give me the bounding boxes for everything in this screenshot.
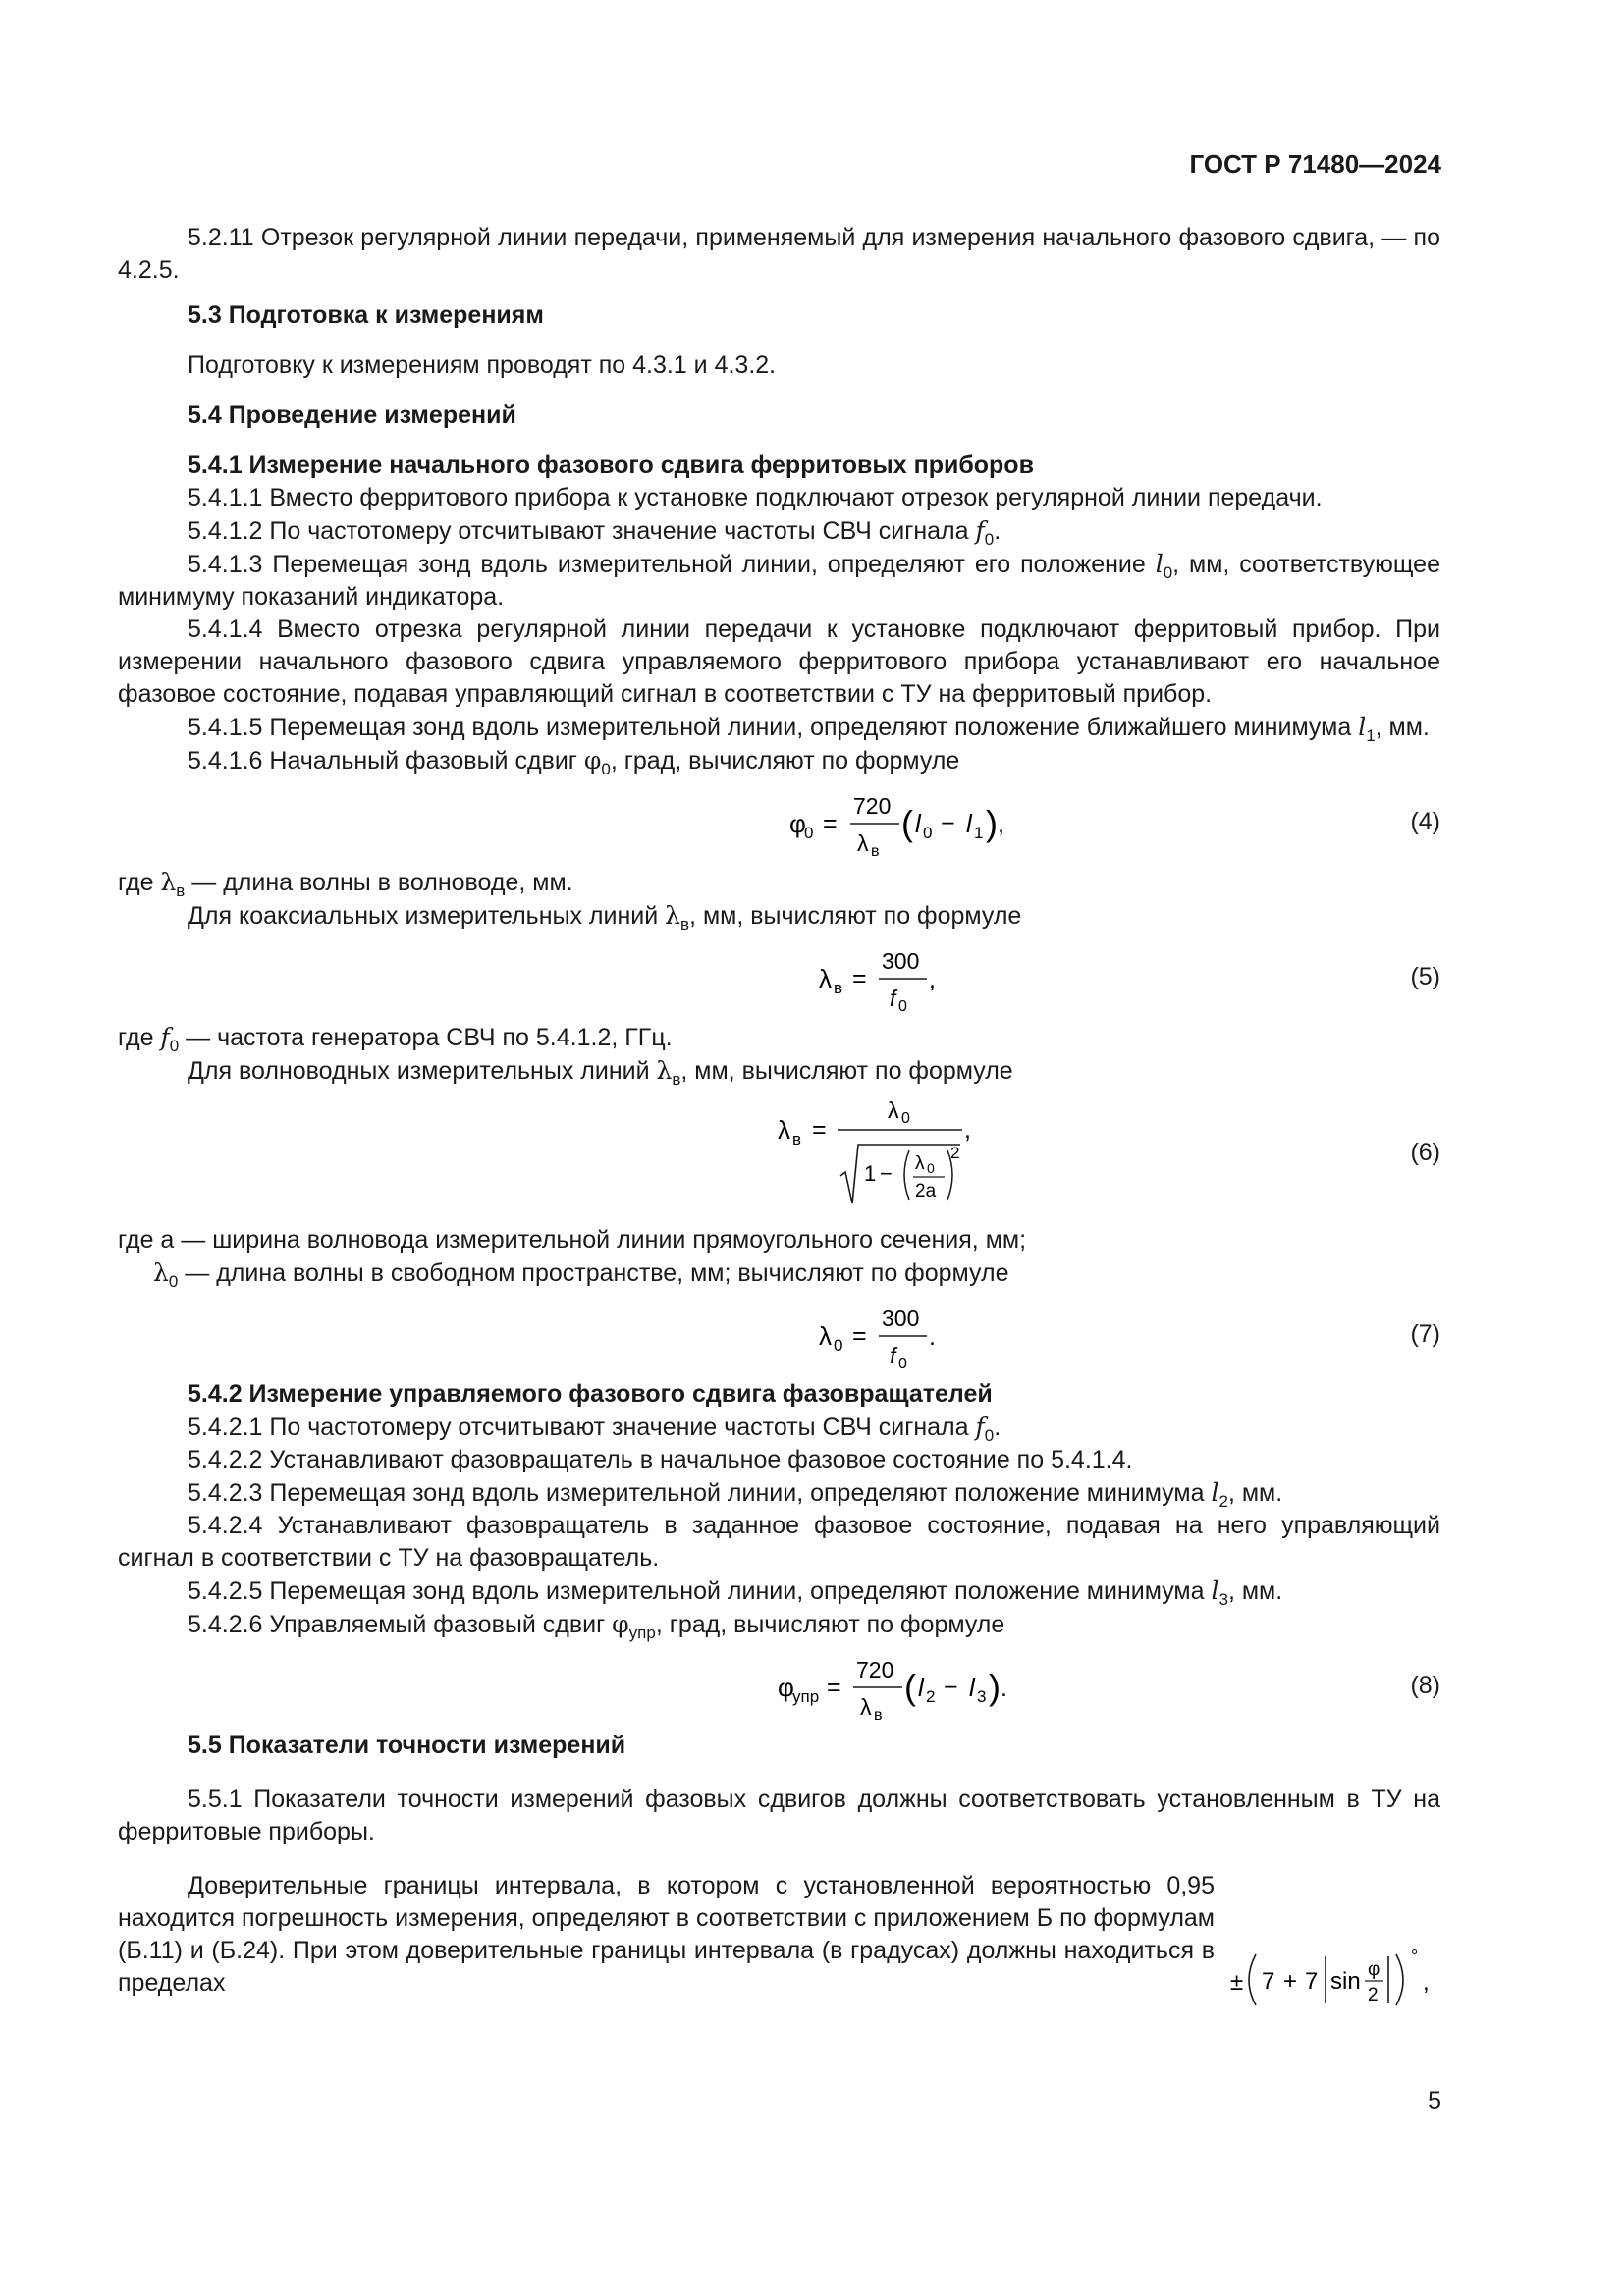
text-run: , град, вычисляют по формуле bbox=[610, 747, 960, 774]
formula-6-svg bbox=[668, 1094, 1021, 1211]
subscript-2: 2 bbox=[1218, 1492, 1228, 1511]
f8-numerator: 720 bbox=[856, 1657, 894, 1682]
text-run: 5.4.2.5 Перемещая зонд вдоль измерительной линии, определяют положение минимума bbox=[188, 1577, 1212, 1605]
text-run: , мм. bbox=[1375, 714, 1430, 741]
f4-equals: = bbox=[823, 810, 838, 837]
lim-seven-a: 7 bbox=[1262, 1968, 1275, 1995]
text-run: — длина волны в свободном пространстве, мм; вычисляют по формуле bbox=[178, 1259, 1009, 1287]
f8-sub-2: 2 bbox=[926, 1687, 936, 1706]
subscript-v: в bbox=[680, 915, 690, 934]
text-run: , мм, соответствующее минимуму показаний индикатора. bbox=[118, 551, 1440, 611]
f8-period: . bbox=[1001, 1675, 1007, 1702]
paragraph-5-4-2-2: 5.4.2.2 Устанавливают фазовращатель в начальное фазовое состояние по 5.4.1.4. bbox=[188, 1446, 1133, 1473]
f8-sub-v: в bbox=[874, 1707, 883, 1724]
confidence-block bbox=[118, 1870, 1440, 2005]
f4-l0: l bbox=[915, 809, 921, 838]
f8-minus: − bbox=[944, 1674, 958, 1701]
formula-5-svg bbox=[707, 938, 1001, 1015]
formula-8-body bbox=[668, 1647, 1021, 1724]
paragraph-5-4-2-4: 5.4.2.4 Устанавливают фазовращатель в заданное фазовое состояние, подавая на него управляющий сигнал в соответствии с ТУ на фазовращатель. bbox=[118, 1512, 1440, 1572]
f6-lambda: λ bbox=[778, 1115, 790, 1145]
formula-5 bbox=[118, 938, 1440, 1015]
f8-sub-upr: упр bbox=[792, 1687, 820, 1706]
heading-5-5: 5.5 Показатели точности измерений bbox=[188, 1732, 626, 1759]
symbol-f: f bbox=[975, 1413, 985, 1441]
paragraph-5-4-1-5 bbox=[118, 711, 1440, 744]
document-id-header: ГОСТ Р 71480—2024 bbox=[1189, 149, 1441, 179]
formula-4-svg bbox=[668, 783, 1021, 860]
paragraph-5-4-1-6 bbox=[118, 744, 1440, 777]
symbol-phi: φ bbox=[583, 746, 602, 774]
heading-5-3: 5.3 Подготовка к измерениям bbox=[188, 301, 544, 329]
formula-5-number: (5) bbox=[1410, 962, 1440, 990]
f4-sub-1: 1 bbox=[974, 824, 984, 842]
paragraph-confidence: Доверительные границы интервала, в котором с установленной вероятностью 0,95 находится погрешность измерения, определяют в соответствии с приложением Б по формулам (Б.11) и (Б.24). При этом доверительные границы интервала (в градусах) должны находиться в пределах bbox=[118, 1872, 1215, 1997]
text-run: — частота генератора СВЧ по 5.4.1.2, ГГц. bbox=[179, 1024, 673, 1051]
subscript-0: 0 bbox=[169, 1037, 180, 1055]
subscript-0: 0 bbox=[984, 530, 995, 549]
subscript-v: в bbox=[176, 881, 186, 900]
f6-left-paren bbox=[904, 1150, 909, 1200]
formula-7-body bbox=[707, 1296, 1001, 1372]
formula-4 bbox=[118, 783, 1440, 860]
f8-l2: l bbox=[918, 1673, 924, 1702]
f4-comma: , bbox=[998, 811, 1004, 838]
symbol-f: f bbox=[160, 1023, 170, 1051]
text-run: , мм. bbox=[1227, 1577, 1283, 1605]
text-run: 5.4.2.1 По частотомеру отсчитывают значение частоты СВЧ сигнала bbox=[188, 1414, 976, 1441]
f4-sub-0: 0 bbox=[804, 824, 814, 842]
symbol-l: l bbox=[1358, 713, 1367, 741]
f4-right-paren: ) bbox=[986, 803, 998, 843]
paragraph-5-4-1-3 bbox=[118, 548, 1440, 614]
f6-inner-sub-0: 0 bbox=[927, 1160, 935, 1176]
symbol-l: l bbox=[1211, 1576, 1219, 1605]
f8-right-paren: ) bbox=[989, 1667, 1001, 1707]
heading-5-4: 5.4 Проведение измерений bbox=[188, 401, 516, 429]
lim-left-paren bbox=[1249, 1954, 1256, 2005]
f5-equals: = bbox=[852, 965, 867, 992]
paragraph-waveguide bbox=[118, 1054, 1440, 1088]
f6-sub-v: в bbox=[792, 1130, 802, 1148]
f4-left-paren: ( bbox=[901, 803, 913, 843]
f6-one: 1 bbox=[864, 1161, 877, 1186]
subscript-0: 0 bbox=[601, 760, 611, 778]
f7-lambda: λ bbox=[819, 1321, 832, 1351]
subscript-0: 0 bbox=[984, 1426, 995, 1445]
text-run: — длина волны в волноводе, мм. bbox=[185, 869, 573, 896]
paragraph-5-4-2-6 bbox=[118, 1608, 1440, 1641]
f6-comma: , bbox=[964, 1116, 971, 1144]
text-run: , мм, вычисляют по формуле bbox=[689, 902, 1022, 930]
formula-7-number: (7) bbox=[1410, 1319, 1440, 1348]
f5-numerator: 300 bbox=[882, 948, 920, 974]
paragraph-5-2-11: 5.2.11 Отрезок регулярной линии передачи, применяемый для измерения начального фазового сдвига, — по 4.2.5. bbox=[118, 224, 1440, 284]
paragraph-5-4-2-5 bbox=[118, 1575, 1440, 1608]
where-5 bbox=[118, 1021, 1440, 1054]
formula-6-number: (6) bbox=[1410, 1138, 1440, 1166]
lim-two: 2 bbox=[1368, 1985, 1379, 2005]
symbol-lambda: λ bbox=[153, 1258, 169, 1287]
lim-degree: ° bbox=[1411, 1947, 1419, 1966]
symbol-lambda: λ bbox=[665, 901, 681, 930]
text-run: . bbox=[994, 517, 1001, 545]
f6-num-lambda: λ bbox=[888, 1097, 899, 1123]
f5-sub-0: 0 bbox=[898, 998, 907, 1015]
f6-power-2: 2 bbox=[950, 1144, 960, 1162]
f5-lambda: λ bbox=[819, 964, 832, 993]
symbol-l: l bbox=[1155, 550, 1164, 578]
text-run: Для коаксиальных измерительных линий bbox=[188, 902, 666, 930]
text-run: 5.4.1.3 Перемещая зонд вдоль измерительной линии, определяют его положение bbox=[188, 551, 1156, 578]
paragraph-5-4-1-1: 5.4.1.1 Вместо ферритового прибора к установке подключают отрезок регулярной линии передачи. bbox=[188, 484, 1323, 511]
lim-plus: + bbox=[1283, 1968, 1298, 1995]
f8-equals: = bbox=[827, 1674, 841, 1701]
f8-sub-3: 3 bbox=[977, 1687, 987, 1706]
f6-minus: − bbox=[880, 1161, 893, 1186]
f7-f-sub-0: 0 bbox=[898, 1356, 907, 1372]
f7-f: f bbox=[890, 1343, 896, 1368]
f8-lambda: λ bbox=[860, 1694, 872, 1720]
f7-equals: = bbox=[852, 1322, 867, 1350]
formula-6-body bbox=[668, 1094, 1021, 1211]
formula-4-body bbox=[668, 783, 1021, 860]
lim-seven-b: 7 bbox=[1305, 1968, 1319, 1995]
confidence-limits-formula bbox=[1224, 1945, 1440, 2009]
page-number: 5 bbox=[1428, 2087, 1441, 2114]
text-run: , мм. bbox=[1227, 1479, 1283, 1507]
symbol-lambda: λ bbox=[656, 1056, 673, 1085]
text-run: , град, вычисляют по формуле bbox=[655, 1611, 1005, 1638]
f5-f: f bbox=[890, 986, 896, 1011]
f7-numerator: 300 bbox=[882, 1306, 920, 1331]
subscript-0: 0 bbox=[168, 1272, 179, 1291]
formula-7-svg bbox=[707, 1296, 1001, 1372]
formula-8 bbox=[118, 1647, 1440, 1724]
lim-plus-minus: ± bbox=[1230, 1969, 1244, 1996]
f6-num-sub-0: 0 bbox=[901, 1110, 910, 1127]
subscript-v: в bbox=[672, 1070, 681, 1089]
paragraph-coax bbox=[118, 899, 1440, 933]
lim-right-paren bbox=[1396, 1954, 1403, 2005]
f8-left-paren: ( bbox=[904, 1667, 916, 1707]
f4-lambda: λ bbox=[857, 830, 869, 856]
where-4 bbox=[118, 866, 1440, 899]
f4-l1: l bbox=[966, 809, 972, 838]
subscript-0: 0 bbox=[1163, 563, 1173, 582]
f7-period: . bbox=[929, 1323, 936, 1351]
symbol-phi: φ bbox=[612, 1610, 629, 1638]
lim-sin: sin bbox=[1330, 1968, 1361, 1995]
symbol-l: l bbox=[1211, 1478, 1219, 1507]
text-run: 5.4.1.6 Начальный фазовый сдвиг bbox=[188, 747, 584, 774]
lim-comma: , bbox=[1423, 1969, 1430, 1996]
f4-phi: φ bbox=[789, 809, 806, 838]
f8-phi: φ bbox=[778, 1673, 794, 1702]
lim-phi: φ bbox=[1368, 1959, 1380, 1980]
text-run: где bbox=[118, 1024, 161, 1051]
f8-l3: l bbox=[969, 1673, 975, 1702]
paragraph-5-5-1: 5.5.1 Показатели точности измерений фазовых сдвигов должны соответствовать установленным в ТУ на ферритовые приборы. bbox=[118, 1786, 1440, 1845]
body-text bbox=[118, 222, 1440, 2005]
formula-6 bbox=[118, 1094, 1440, 1211]
text-run: Для волноводных измерительных линий bbox=[188, 1057, 657, 1085]
f6-equals: = bbox=[812, 1116, 827, 1144]
f4-sub-0b: 0 bbox=[923, 824, 933, 842]
subscript-1: 1 bbox=[1366, 726, 1376, 745]
subscript-upr: упр bbox=[628, 1624, 656, 1642]
f4-minus: − bbox=[941, 810, 955, 837]
where-6-lambda0 bbox=[118, 1256, 1440, 1290]
f6-inner-lambda: λ bbox=[915, 1153, 925, 1174]
where-6-a: где а — ширина волновода измерительной линии прямоугольного сечения, мм; bbox=[118, 1226, 1027, 1254]
f6-two-a: 2a bbox=[915, 1181, 937, 1201]
heading-5-4-2: 5.4.2 Измерение управляемого фазового сдвига фазовращателей bbox=[188, 1380, 993, 1408]
formula-7 bbox=[118, 1296, 1440, 1372]
formula-8-svg bbox=[668, 1647, 1021, 1724]
formula-4-number: (4) bbox=[1410, 807, 1440, 835]
f7-sub-0: 0 bbox=[834, 1336, 843, 1355]
paragraph-5-3: Подготовку к измерениям проводят по 4.3.1 и 4.3.2. bbox=[188, 351, 777, 379]
f5-sub-v: в bbox=[834, 979, 843, 997]
text-run: где bbox=[118, 869, 161, 896]
symbol-lambda: λ bbox=[160, 868, 177, 896]
text-run: . bbox=[994, 1414, 1001, 1441]
subscript-3: 3 bbox=[1218, 1590, 1228, 1609]
f5-comma: , bbox=[929, 966, 936, 993]
symbol-f: f bbox=[975, 516, 985, 545]
text-run: 5.4.2.3 Перемещая зонд вдоль измерительной линии, определяют положение минимума bbox=[188, 1479, 1212, 1507]
paragraph-5-4-2-1 bbox=[118, 1411, 1440, 1444]
heading-5-4-1: 5.4.1 Измерение начального фазового сдвига ферритовых приборов bbox=[188, 452, 1034, 479]
text-run: 5.4.1.5 Перемещая зонд вдоль измерительной линии, определяют положение ближайшего минимума bbox=[188, 714, 1359, 741]
f6-sqrt-sign bbox=[840, 1145, 960, 1203]
formula-5-body bbox=[707, 938, 1001, 1015]
f4-numerator: 720 bbox=[853, 793, 892, 819]
paragraph-5-4-2-3 bbox=[118, 1476, 1440, 1510]
paragraph-5-4-1-2 bbox=[118, 514, 1440, 548]
text-run: 5.4.1.2 По частотомеру отсчитывают значение частоты СВЧ сигнала bbox=[188, 517, 976, 545]
text-run: 5.4.2.6 Управляемый фазовый сдвиг bbox=[188, 1611, 613, 1638]
text-run: , мм, вычисляют по формуле bbox=[680, 1057, 1013, 1085]
formula-8-number: (8) bbox=[1410, 1671, 1440, 1699]
f4-sub-v: в bbox=[871, 843, 880, 860]
paragraph-5-4-1-4: 5.4.1.4 Вместо отрезка регулярной линии передачи к установке подключают ферритовый прибор. При измерении начального фазового сдвига управляемого ферритового прибора устанавливают его начальное фазовое состояние, подавая управляющий сигнал в соответствии с ТУ на ферритовый прибор. bbox=[118, 615, 1440, 708]
